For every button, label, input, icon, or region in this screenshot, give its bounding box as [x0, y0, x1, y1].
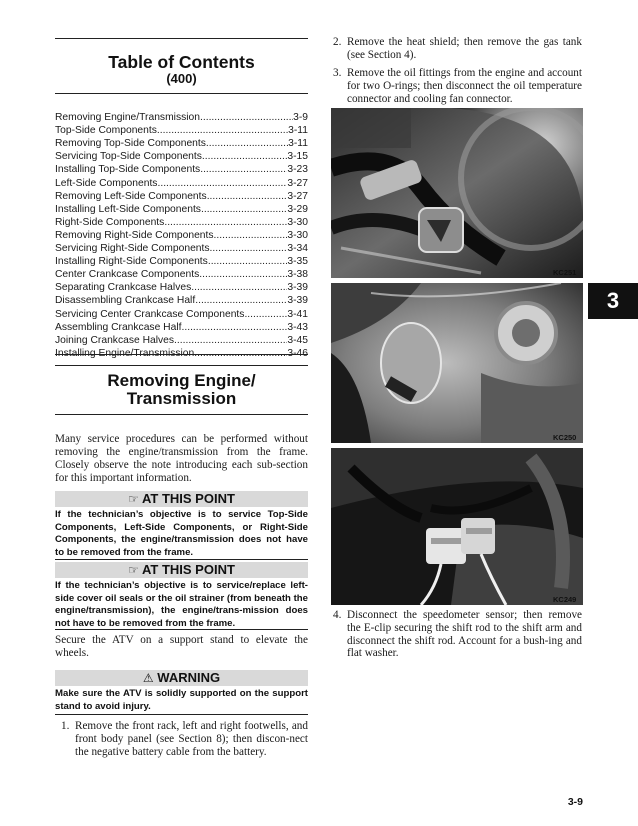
note-1-rule	[55, 559, 308, 560]
toc-entry[interactable]	[55, 190, 308, 203]
note-2-text: If the technician’s objective is to service/replace left-side cover oil seals or the oil strainer (from beneath the engine/transmission), the engine/trans-mission does not have to be removed from the frame.	[55, 580, 308, 629]
note-1-label: AT THIS POINT	[141, 491, 235, 506]
note-2-label: AT THIS POINT	[141, 562, 235, 577]
toc-entry[interactable]	[55, 268, 308, 281]
toc-entry-title: Installing Top-Side Components	[55, 164, 201, 176]
toc-entry-page: 3-39	[287, 295, 308, 307]
toc-entry[interactable]	[55, 334, 308, 347]
toc-entry-page: 3-38	[287, 269, 308, 281]
toc-entry[interactable]	[55, 281, 308, 294]
step-1-text: Remove the front rack, left and right footwells, and front body panel (see Section 8); then discon-nect the negative battery cable from the battery.	[75, 720, 308, 758]
toc-entry-title: Left-Side Components	[55, 177, 158, 189]
toc-entry-leader	[207, 190, 288, 203]
engine-photo-connectors	[331, 448, 583, 605]
toc-entry-leader	[210, 242, 288, 255]
toc-entry-title: Joining Crankcase Halves	[55, 334, 175, 346]
toc-entry-title: Installing Left-Side Components	[55, 203, 201, 215]
photo-1-caption: KC251	[553, 268, 577, 277]
step-4-number: 4.	[333, 609, 342, 621]
pointing-hand-icon: ☞	[128, 492, 139, 506]
toc-entry-leader	[195, 294, 287, 307]
step-2-text: Remove the heat shield; then remove the gas tank (see Section 4).	[347, 36, 582, 61]
note-2-header	[55, 562, 308, 578]
step-2-number: 2.	[333, 36, 342, 48]
toc-entry-page: 3-27	[287, 190, 308, 202]
toc-entry[interactable]	[55, 137, 308, 150]
step-2	[333, 36, 582, 62]
toc-entry-page: 3-34	[287, 243, 308, 254]
toc-entry-title: Removing Engine/Transmission	[55, 112, 200, 123]
toc-entry-leader	[200, 163, 287, 176]
toc-entry-leader	[244, 308, 287, 321]
toc-entry-page: 3-45	[287, 334, 308, 346]
warning-rule	[55, 714, 308, 715]
toc-entry[interactable]	[55, 308, 308, 321]
warning-header	[55, 670, 308, 686]
engine-photo-oil-fittings-image	[331, 108, 583, 278]
toc-entry-leader	[214, 229, 288, 242]
toc-entry-page: 3-30	[287, 216, 308, 228]
engine-photo-oil-fittings	[331, 108, 583, 278]
note-2-rule	[55, 629, 308, 630]
toc-entry-leader	[206, 137, 288, 150]
note-1-header	[55, 491, 308, 507]
toc-entry-leader	[174, 334, 287, 347]
toc-number: (400)	[166, 71, 197, 86]
toc-entry-title: Disassembling Crankcase Half	[55, 295, 196, 307]
step-4-text: Disconnect the speedometer sensor; then remove the E-clip securing the shift rod to the shift arm and disconnect the shift rod. Account for a bush-ing and flat washer.	[347, 609, 582, 660]
toc-entry-title: Removing Right-Side Components	[55, 229, 214, 241]
chapter-tab: 3	[588, 283, 638, 319]
toc-entry[interactable]	[55, 203, 308, 216]
step-3	[333, 67, 582, 105]
step-4	[333, 609, 582, 660]
toc-entry-title: Removing Top-Side Components	[55, 138, 206, 150]
toc-entry-title: Servicing Top-Side Components	[55, 151, 202, 163]
warning-text: Make sure the ATV is solidly supported on the support stand to avoid injury.	[55, 688, 308, 712]
step-1-number: 1.	[61, 720, 70, 732]
photo-3-caption: KC249	[553, 595, 577, 604]
toc-top-rule	[55, 38, 308, 39]
toc-entry-page: 3-9	[293, 112, 308, 123]
toc-entry-leader	[199, 268, 287, 281]
toc-entry-page: 3-29	[287, 203, 308, 215]
step-3-text: Remove the oil fittings from the engine and account for two O-rings; then disconnect the oil temperature connector and cooling fan connector.	[347, 67, 582, 105]
toc-entry-title: Removing Left-Side Components	[55, 190, 207, 202]
toc-entry[interactable]	[55, 321, 308, 334]
toc-entry-title: Assembling Crankcase Half	[55, 321, 182, 333]
toc-entry-title: Center Crankcase Components	[55, 269, 200, 281]
toc-entry-leader	[202, 150, 287, 163]
section-heading	[55, 372, 308, 408]
step-3-number: 3.	[333, 67, 342, 79]
toc-entry-leader	[201, 203, 287, 216]
toc-entry[interactable]	[55, 111, 308, 124]
toc-entry[interactable]	[55, 229, 308, 242]
photo-2-caption: KC250	[553, 433, 577, 442]
toc-entry-leader	[164, 216, 287, 229]
toc-entry-leader	[208, 255, 288, 268]
section-heading-line2: Transmission	[126, 389, 237, 408]
toc-entry-title: Separating Crankcase Halves	[55, 282, 192, 294]
section-top-rule	[55, 365, 308, 366]
toc-entry[interactable]	[55, 150, 308, 163]
engine-photo-oil-temperature	[331, 283, 583, 443]
toc-entry[interactable]	[55, 294, 308, 307]
section-heading-line1: Removing Engine/	[107, 371, 256, 390]
toc-entry-page: 3-30	[287, 229, 308, 241]
toc-entry-page: 3-23	[287, 164, 308, 176]
toc-entry-page: 3-41	[287, 308, 308, 320]
toc-entry[interactable]	[55, 255, 308, 268]
toc-entry[interactable]	[55, 242, 308, 255]
toc-entry-leader	[157, 124, 288, 137]
intro-paragraph: Many service procedures can be performed without removing the engine/transmission from the frame. Closely observe the note introducing each sub-section for this important information.	[55, 433, 308, 484]
toc-entry-title: Servicing Center Crankcase Components	[55, 308, 245, 320]
page-number: 3-9	[567, 796, 583, 808]
toc-entry-page: 3-43	[287, 321, 308, 333]
step-1	[61, 720, 308, 758]
toc-entry-page: 3-11	[288, 138, 308, 150]
toc-mid-rule	[55, 93, 308, 94]
note-1-text: If the technician’s objective is to service Top-Side Components, Left-Side Components, or Right-Side Components, the engine/transmission does not have to be removed from the frame.	[55, 509, 308, 558]
toc-entry-leader	[200, 111, 293, 124]
secure-paragraph: Secure the ATV on a support stand to elevate the wheels.	[55, 634, 308, 659]
toc-entry-title: Right-Side Components	[55, 216, 165, 228]
toc-entry-title: Installing Right-Side Components	[55, 256, 208, 268]
toc-entry[interactable]	[55, 216, 308, 229]
toc-entry[interactable]	[55, 163, 308, 176]
toc-entry-leader	[181, 321, 287, 334]
toc-entry[interactable]	[55, 124, 308, 137]
toc-entry-title: Servicing Right-Side Components	[55, 243, 210, 254]
toc-entry-leader	[157, 177, 287, 190]
toc-entry-page: 3-15	[287, 151, 308, 163]
toc-entry-page: 3-35	[287, 256, 308, 268]
toc-entry[interactable]	[55, 177, 308, 190]
toc-entry-page: 3-27	[287, 177, 308, 189]
pointing-hand-icon: ☞	[128, 563, 139, 577]
toc-entry-title: Top-Side Components	[55, 125, 157, 137]
warning-triangle-icon: ⚠	[142, 671, 154, 685]
engine-photo-oil-temperature-image	[331, 283, 583, 443]
section-bottom-rule	[55, 414, 308, 415]
toc-bottom-rule	[55, 354, 308, 355]
toc-entry-leader	[191, 281, 287, 294]
toc-title: Table of Contents	[108, 52, 255, 72]
engine-photo-connectors-image	[331, 448, 583, 605]
toc-entry-page: 3-11	[288, 125, 308, 137]
warning-label: WARNING	[157, 670, 221, 685]
toc-entry-page: 3-39	[287, 282, 308, 294]
